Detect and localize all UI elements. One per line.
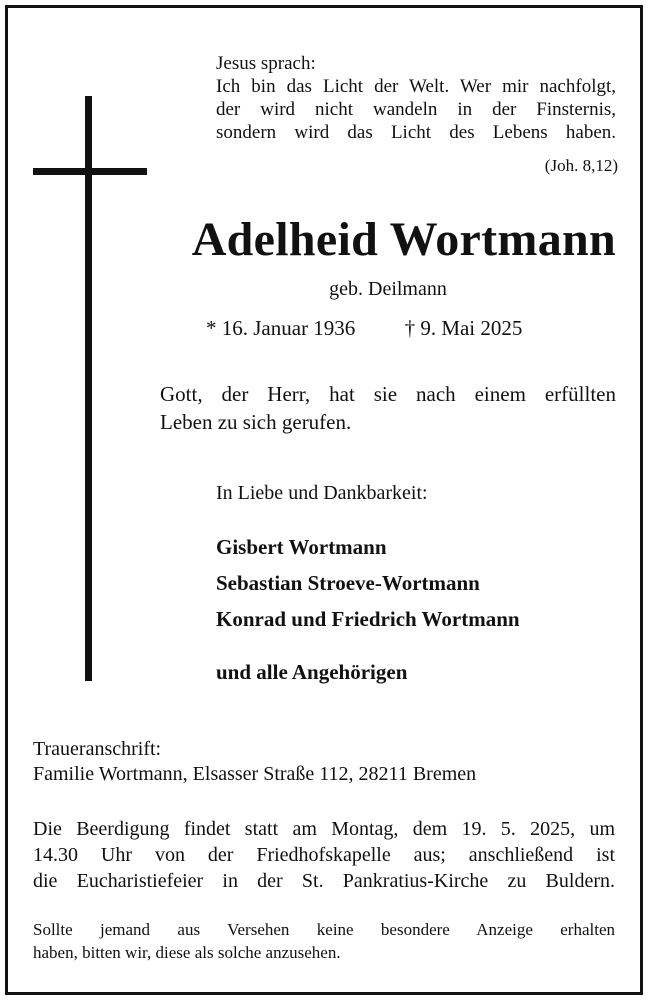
quote-line: der wird nicht wandeln in der Finsternis, [216, 99, 616, 120]
birth-date: * 16. Januar 1936 [206, 316, 356, 340]
quote-reference: (Joh. 8,12) [544, 156, 618, 175]
quote-line: sondern wird das Licht des Lebens haben. [216, 122, 616, 143]
mourner-name: Sebastian Stroeve-Wortmann [216, 571, 480, 595]
deceased-name: Adelheid Wortmann [191, 213, 616, 266]
statement [160, 380, 616, 436]
quote-line: Jesus sprach: [216, 53, 316, 74]
notice-note [33, 918, 615, 964]
quote-line: Ich bin das Licht der Welt. Wer mir nachfolgt, [216, 76, 616, 97]
mourners-intro: In Liebe und Dankbarkeit: [216, 482, 428, 504]
funeral-line: Die Beerdigung findet statt am Montag, dem 19. 5. 2025, um [33, 818, 615, 840]
cross-icon-bar [33, 168, 147, 175]
cross-icon [85, 96, 92, 681]
life-dates [206, 316, 522, 341]
statement-line: Gott, der Herr, hat sie nach einem erfüllten [160, 382, 616, 406]
mourner-name: Konrad und Friedrich Wortmann [216, 607, 520, 631]
funeral-line: 14.30 Uhr von der Friedhofskapelle aus; anschließend ist [33, 844, 615, 866]
address-text: Familie Wortmann, Elsasser Straße 112, 28211 Bremen [33, 763, 477, 785]
statement-line: Leben zu sich gerufen. [160, 410, 352, 434]
maiden-name: geb. Deilmann [329, 278, 447, 300]
address-label: Traueranschrift: [33, 738, 162, 760]
death-date: † 9. Mai 2025 [404, 316, 523, 340]
bible-quote [216, 52, 616, 144]
funeral-info [33, 816, 615, 894]
mourners-closing: und alle Angehörigen [216, 660, 408, 684]
mourner-name: Gisbert Wortmann [216, 535, 387, 559]
funeral-line: die Eucharistiefeier in der St. Pankratius-Kirche zu Buldern. [33, 870, 615, 892]
note-line: haben, bitten wir, diese als solche anzusehen. [33, 943, 341, 962]
note-line: Sollte jemand aus Versehen keine besondere Anzeige erhalten [33, 920, 615, 939]
